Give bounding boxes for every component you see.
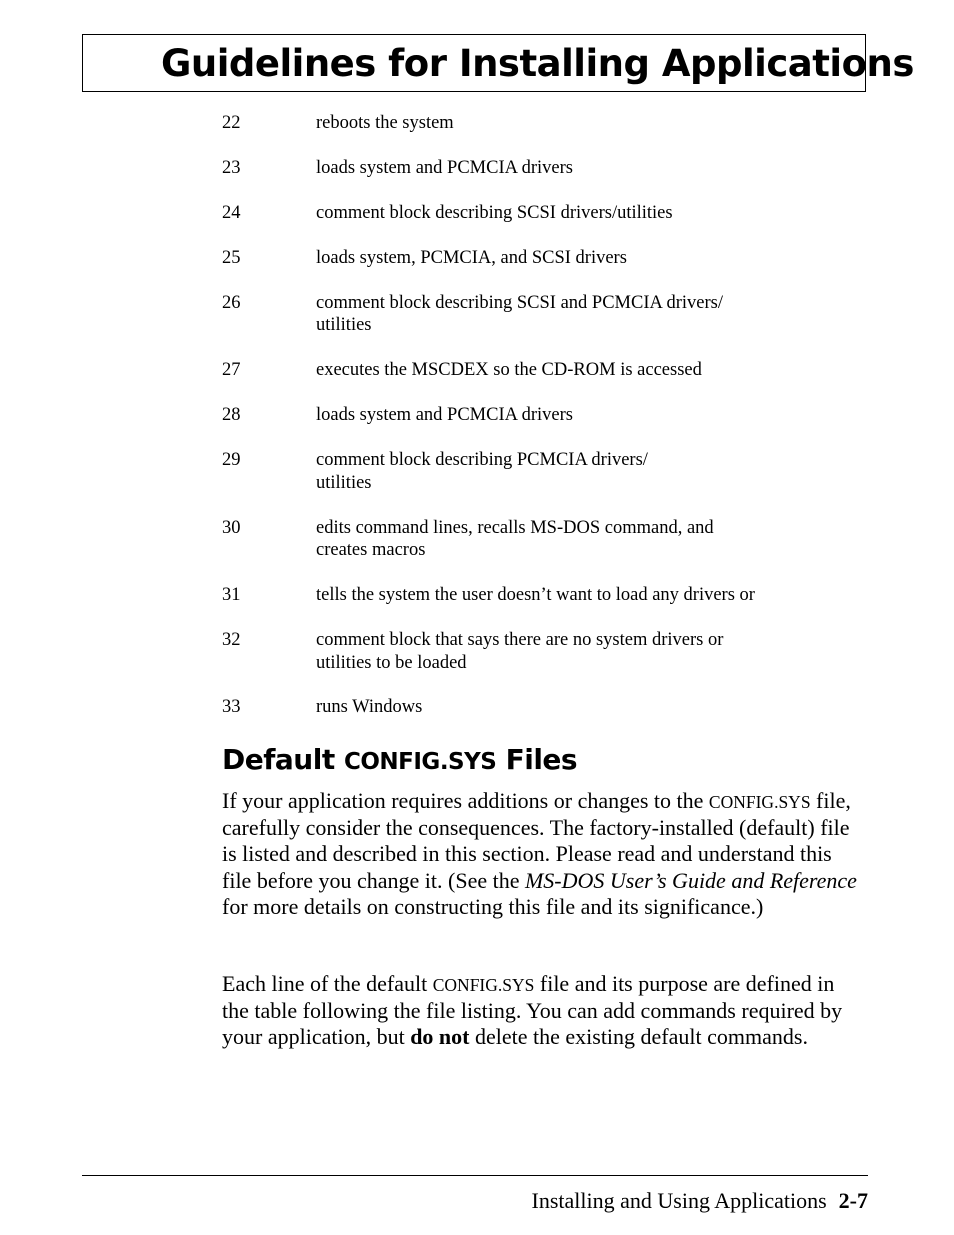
line-description: executes the MSCDEX so the CD-ROM is accessed xyxy=(316,359,702,380)
line-number: 27 xyxy=(222,359,241,380)
table-row xyxy=(222,584,872,607)
line-description: loads system and PCMCIA drivers xyxy=(316,404,573,425)
table-row xyxy=(222,404,872,427)
line-number: 23 xyxy=(222,157,241,178)
table-row xyxy=(222,112,872,135)
line-description: loads system and PCMCIA drivers xyxy=(316,157,573,178)
table-row xyxy=(222,247,872,270)
table-row xyxy=(222,202,872,225)
heading-filename: CONFIG.SYS xyxy=(343,749,497,775)
footer-chapter-title: Installing and Using Applications xyxy=(531,1188,827,1213)
line-description: comment block describing SCSI and PCMCIA drivers/ utilities xyxy=(316,292,723,335)
p1-text-3: for more details on constructing this file and its significance.) xyxy=(222,893,764,919)
line-description-table xyxy=(222,112,872,719)
instruction-paragraph xyxy=(222,971,862,1051)
table-row xyxy=(222,629,872,674)
p1-book-title: MS-DOS User’s Guide and Reference xyxy=(524,867,857,893)
p1-text-2: file, carefully consider the consequences. The factory-installed (default) file is listed and described in this section. Please read and understand this file before you change it. (See the xyxy=(222,788,851,893)
page-number: 2-7 xyxy=(838,1188,868,1213)
line-description: comment block that says there are no system drivers or utilities to be loaded xyxy=(316,630,724,673)
line-number: 30 xyxy=(222,517,241,538)
line-description: tells the system the user doesn’t want to load any drivers or xyxy=(316,585,755,605)
line-number: 24 xyxy=(222,202,241,223)
table-row xyxy=(222,517,872,562)
line-number: 32 xyxy=(222,630,241,650)
table-row xyxy=(222,696,872,719)
line-number: 22 xyxy=(222,113,241,133)
header-box xyxy=(82,34,914,92)
table-row xyxy=(222,449,872,494)
line-description: reboots the system xyxy=(316,113,454,133)
heading-post: Files xyxy=(505,743,578,776)
line-description: runs Windows xyxy=(316,697,423,717)
line-description: comment block describing PCMCIA drivers/ utilities xyxy=(316,450,648,493)
table-row xyxy=(222,157,872,180)
line-description: loads system, PCMCIA, and SCSI drivers xyxy=(316,247,627,268)
line-number: 26 xyxy=(222,292,241,313)
line-description: edits command lines, recalls MS-DOS command, and creates macros xyxy=(316,517,714,560)
p1-text-1: If your application requires additions or changes to the xyxy=(222,788,704,813)
line-number: 28 xyxy=(222,404,241,425)
footer-rule xyxy=(82,1175,868,1176)
p1-filename: CONFIG.SYS xyxy=(708,792,811,812)
p2-filename: CONFIG.SYS xyxy=(432,975,535,995)
p2-emphasis: do not xyxy=(410,1024,470,1050)
heading-pre: Default xyxy=(222,743,335,776)
line-number: 25 xyxy=(222,247,241,268)
table-row xyxy=(222,292,872,337)
line-number: 33 xyxy=(222,697,241,717)
p2-text-3: delete the existing default commands. xyxy=(474,1024,808,1050)
line-number: 29 xyxy=(222,450,241,470)
line-number: 31 xyxy=(222,585,241,605)
p2-text-1: Each line of the default xyxy=(222,971,428,996)
page-title: Guidelines for Installing Applications xyxy=(161,42,914,85)
page-footer xyxy=(532,1186,868,1216)
p2-text-2: file and its purpose are defined in the table following the file listing. You can add commands required by your application, but xyxy=(222,971,843,1050)
table-row xyxy=(222,359,872,382)
intro-paragraph xyxy=(222,788,862,920)
line-description: comment block describing SCSI drivers/utilities xyxy=(316,202,673,223)
section-heading xyxy=(222,740,577,782)
